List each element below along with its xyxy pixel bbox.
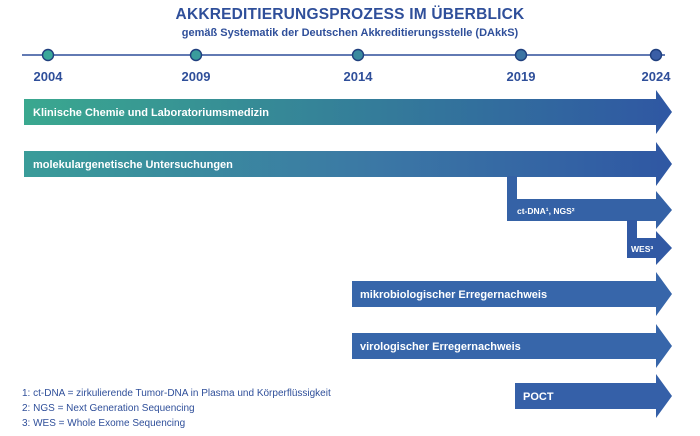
year-label-2019: 2019: [506, 69, 536, 84]
timeline-node-2009: [191, 50, 202, 61]
bar-ctdna-ngs: [507, 176, 672, 229]
year-label-2024: 2024: [641, 69, 671, 84]
bar-label-wes: WES³: [631, 244, 654, 254]
bar-label-klinische-chemie: Klinische Chemie und Laboratoriumsmedizin: [33, 107, 269, 119]
bar-label-ctdna-ngs: ct-DNA¹, NGS²: [517, 206, 575, 216]
footnote-1: 1: ct-DNA = zirkulierende Tumor-DNA in Plasma und Körperflüssigkeit: [22, 388, 331, 399]
bar-label-virologie: virologischer Erregernachweis: [360, 341, 521, 353]
bar-label-molekulargenetik: molekulargenetische Untersuchungen: [33, 159, 233, 171]
bar-label-poct: POCT: [523, 391, 554, 403]
diagram-subtitle: gemäß Systematik der Deutschen Akkreditierungsstelle (DAkkS): [181, 27, 519, 39]
bar-label-mikrobiologie: mikrobiologischer Erregernachweis: [360, 289, 548, 301]
bar-wes: [627, 220, 672, 265]
diagram-title: AKKREDITIERUNGSPROZESS IM ÜBERBLICK: [175, 6, 525, 23]
timeline-node-2004: [43, 50, 54, 61]
timeline-node-2019: [516, 50, 527, 61]
year-label-2004: 2004: [33, 69, 63, 84]
year-label-2014: 2014: [343, 69, 373, 84]
timeline-node-2024: [651, 50, 662, 61]
timeline-node-2014: [353, 50, 364, 61]
footnotes: [22, 386, 331, 431]
footnote-2: 2: NGS = Next Generation Sequencing: [22, 403, 195, 414]
year-label-2009: 2009: [181, 69, 211, 84]
footnote-3: 3: WES = Whole Exome Sequencing: [22, 418, 186, 429]
